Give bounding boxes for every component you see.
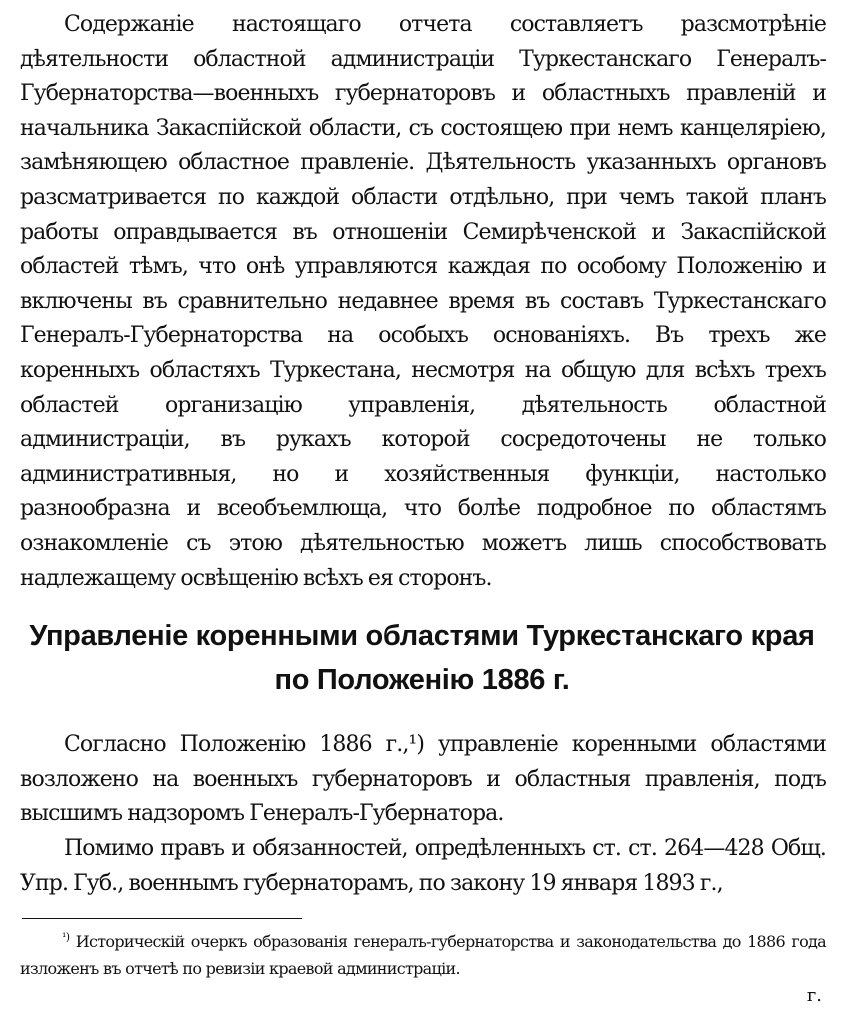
catchword: г. — [806, 985, 822, 1006]
agreement-paragraph: Согласно Положенію 1886 г.,¹) управленіе коренными областями возложено на военныхъ губернаторовъ и областныя правленія, подъ высшимъ надзоромъ Генералъ-Губернатора. — [20, 732, 826, 827]
intro-paragraph: Содержаніе настоящаго отчета составляетъ разсмотрѣніе дѣятельности областной администраціи Туркестанскаго Генералъ-Губернаторства—военныхъ губернаторовъ и областныхъ правленій и начальника Закаспійской области, съ состоящею при немъ канцеляріею, замѣняющею областное правленіе. Дѣятельность указанныхъ органовъ разсматривается по каждой области отдѣльно, при чемъ такой планъ работы оправдывается въ отношеніи Семирѣченской и Закаспійской областей тѣмъ, что онѣ управляются каждая по особому Положенію и включены въ сравнительно недавнее время въ составъ Туркестанскаго Генералъ-Губернаторства на особыхъ основаніяхъ. Въ трехъ же коренныхъ областяхъ Туркестана, несмотря на общую для всѣхъ трехъ областей организацію управленія, дѣятельность областной администраціи, въ рукахъ которой сосредоточены не только административныя, но и хозяйственныя функціи, настолько разнообразна и всеобъемлюща, что болѣе подробное по областямъ ознакомленіе съ этою дѣятельностью можетъ лишь способствовать надлежащему освѣщенію всѣхъ ея сторонъ. — [20, 12, 826, 591]
section-heading: Управленіе коренными областями Туркестанскаго края по Положенію 1886 г. — [29, 620, 815, 696]
footnote-divider — [22, 918, 302, 919]
footnote-text: Историческій очеркъ образованія генералъ-губернаторства и законодательства до 1886 года изложенъ въ отчетѣ по ревизіи краевой администраціи. — [20, 932, 827, 978]
rights-paragraph: Помимо правъ и обязанностей, опредѣленныхъ ст. ст. 264—428 Общ. Упр. Губ., военнымъ губернаторамъ, по закону 19 января 1893 г., — [20, 836, 826, 896]
footnote — [20, 928, 826, 982]
footnote-marker: ¹) — [62, 930, 70, 944]
